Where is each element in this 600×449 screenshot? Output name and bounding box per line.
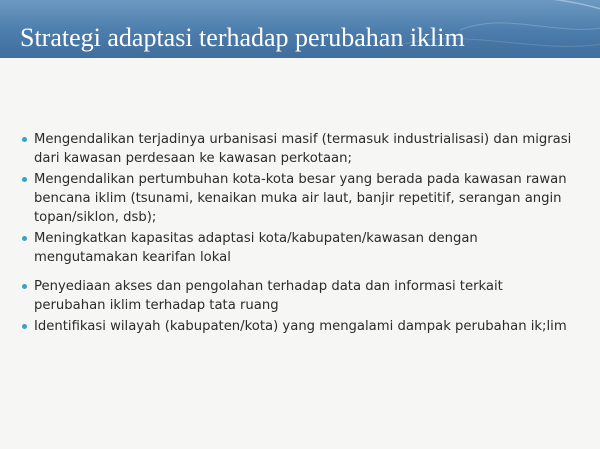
bullet-text: Mengendalikan pertumbuhan kota-kota besar yang berada pada kawasan rawan bencana iklim (tsunami, kenaikan muka air laut, banjir repetitif, serangan angin topan/siklon, dsb); (34, 172, 567, 225)
bullet-list (22, 130, 578, 338)
bullet-item (22, 277, 578, 315)
bullet-text: Mengendalikan terjadinya urbanisasi masif (termasuk industrialisasi) dan migrasi dari kawasan perdesaan ke kawasan perkotaan; (34, 132, 572, 166)
bullet-item (22, 130, 578, 168)
bullet-icon (22, 177, 27, 182)
title-bar (0, 0, 600, 58)
bullet-text: Identifikasi wilayah (kabupaten/kota) yang mengalami dampak perubahan ik;lim (34, 319, 567, 334)
bullet-item (22, 229, 578, 267)
bullet-item (22, 317, 578, 336)
bullet-icon (22, 284, 27, 289)
bullet-icon (22, 236, 27, 241)
bullet-item (22, 170, 578, 227)
slide-title: Strategi adaptasi terhadap perubahan iklim (20, 23, 465, 52)
bullet-icon (22, 324, 27, 329)
bullet-icon (22, 137, 27, 142)
bullet-text: Meningkatkan kapasitas adaptasi kota/kabupaten/kawasan dengan mengutamakan kearifan lokal (34, 231, 478, 265)
bullet-text: Penyediaan akses dan pengolahan terhadap data dan informasi terkait perubahan iklim terhadap tata ruang (34, 279, 503, 313)
